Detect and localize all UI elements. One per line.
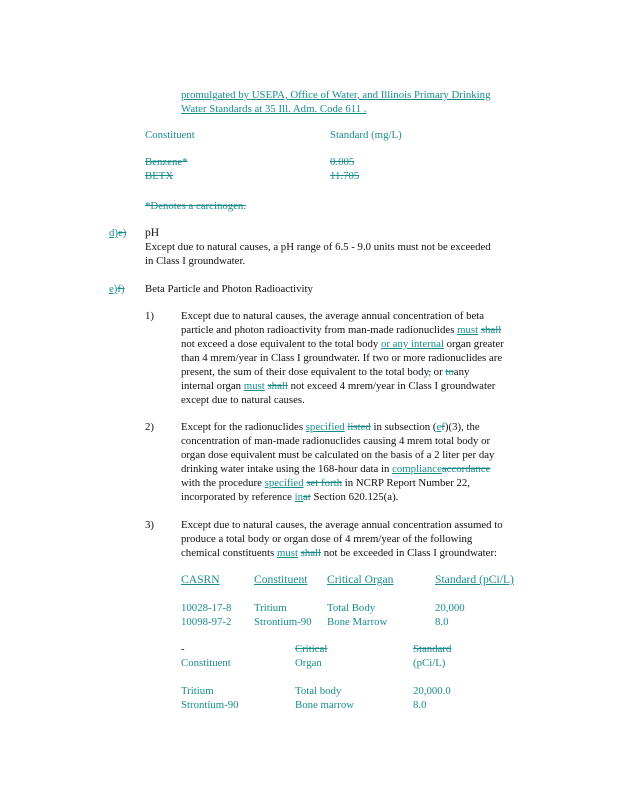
item-2-line: drinking water intake using the 168-hour data in complianceaccordance bbox=[181, 463, 491, 475]
table2-cell-constituent: Strontium-90 bbox=[254, 616, 312, 628]
item-2-line: concentration of man-made radionuclides causing 4 mrem total body or bbox=[181, 435, 491, 447]
table2-cell-standard: 20,000 bbox=[435, 602, 465, 614]
table2-cell-constituent: Tritium bbox=[254, 602, 287, 614]
table2-header-constituent: Constituent bbox=[254, 573, 308, 586]
item-1-line: except due to natural causes. bbox=[181, 394, 305, 406]
item-1-line: particle and photon radioactivity from man-made radionuclides must shall bbox=[181, 324, 502, 336]
item-2-line: with the procedure specified set forth in NCRP Report Number 22, bbox=[181, 477, 470, 489]
table3-header-constituent: Constituent bbox=[181, 657, 231, 669]
item-3-line: produce a total body or organ dose of 4 mrem/year of the following bbox=[181, 533, 473, 545]
table1-row-constituent: BETX bbox=[145, 170, 174, 182]
table2-header-standard: Standard (pCi/L) bbox=[435, 573, 514, 586]
item-2-line: Except for the radionuclides specified listed in subsection (ef)(3), the bbox=[181, 421, 480, 433]
item-1-line: present, the sum of their dose equivalent to the total body, or toany bbox=[181, 366, 470, 378]
table1-row-constituent: Benzene* bbox=[145, 156, 188, 168]
table1-row-standard: 11.705 bbox=[330, 170, 360, 182]
table3-cell-standard: 20,000.0 bbox=[413, 685, 451, 697]
intro-line-1: promulgated by USEPA, Office of Water, and Illinois Primary Drinking bbox=[181, 89, 491, 101]
table3-header-organ: Organ bbox=[295, 657, 322, 669]
table2-header-casrn: CASRN bbox=[181, 573, 220, 586]
table3-cell-constituent: Tritium bbox=[181, 685, 214, 697]
table3-cell-standard: 8.0 bbox=[413, 699, 427, 711]
item-1-line: Except due to natural causes, the average annual concentration of beta bbox=[181, 310, 485, 322]
item-3-number: 3) bbox=[145, 519, 154, 531]
table3-header-pci: (pCi/L) bbox=[413, 657, 446, 669]
table3-cell-constituent: Strontium-90 bbox=[181, 699, 239, 711]
table3-dash: - bbox=[181, 643, 185, 655]
item-1-line: not exceed a dose equivalent to the total body or any internal organ greater bbox=[181, 338, 504, 350]
item-1-line: internal organ must shall not exceed 4 mrem/year in Class I groundwater bbox=[181, 380, 496, 392]
table3-cell-organ: Total body bbox=[295, 685, 342, 697]
section-d-label: d)e) bbox=[109, 227, 127, 239]
table3-cell-organ: Bone marrow bbox=[295, 699, 355, 711]
item-3-line: chemical constituents must shall not be exceeded in Class I groundwater: bbox=[181, 547, 498, 559]
table2-header-critical-organ: Critical Organ bbox=[327, 573, 394, 586]
table2-cell-casrn: 10098-97-2 bbox=[181, 616, 232, 628]
table2-cell-organ: Bone Marrow bbox=[327, 616, 388, 628]
table2-cell-casrn: 10028-17-8 bbox=[181, 602, 232, 614]
section-e-label: e)f) bbox=[109, 283, 125, 295]
section-e-title: Beta Particle and Photon Radioactivity bbox=[145, 283, 313, 295]
table1-note: *Denotes a carcinogen. bbox=[145, 200, 247, 212]
item-1-line: than 4 mrem/year in Class I groundwater. If two or more radionuclides are bbox=[181, 352, 503, 364]
table1-row-standard: 0.005 bbox=[330, 156, 355, 168]
item-2-line: organ dose equivalent must be calculated on the basis of a 2 liter per day bbox=[181, 449, 495, 461]
table2-cell-organ: Total Body bbox=[327, 602, 376, 614]
item-3-line: Except due to natural causes, the average annual concentration assumed to bbox=[181, 519, 503, 531]
table1-header-constituent: Constituent bbox=[145, 129, 195, 141]
item-2-number: 2) bbox=[145, 421, 154, 433]
intro-line-2: Water Standards at 35 Ill. Adm. Code 611 . bbox=[181, 103, 367, 115]
table1-header-standard: Standard (mg/L) bbox=[330, 129, 402, 141]
table2-cell-standard: 8.0 bbox=[435, 616, 449, 628]
table3-header-standard: Standard bbox=[413, 643, 452, 655]
item-2-line: incorporated by reference inat Section 620.125(a). bbox=[181, 491, 399, 503]
item-1-number: 1) bbox=[145, 310, 154, 322]
section-d-title: pH bbox=[145, 226, 160, 239]
section-d-body-line: Except due to natural causes, a pH range of 6.5 - 9.0 units must not be exceeded bbox=[145, 241, 491, 253]
section-d-body-line: in Class I groundwater. bbox=[145, 255, 246, 267]
table3-header-critical: Critical bbox=[295, 643, 328, 655]
